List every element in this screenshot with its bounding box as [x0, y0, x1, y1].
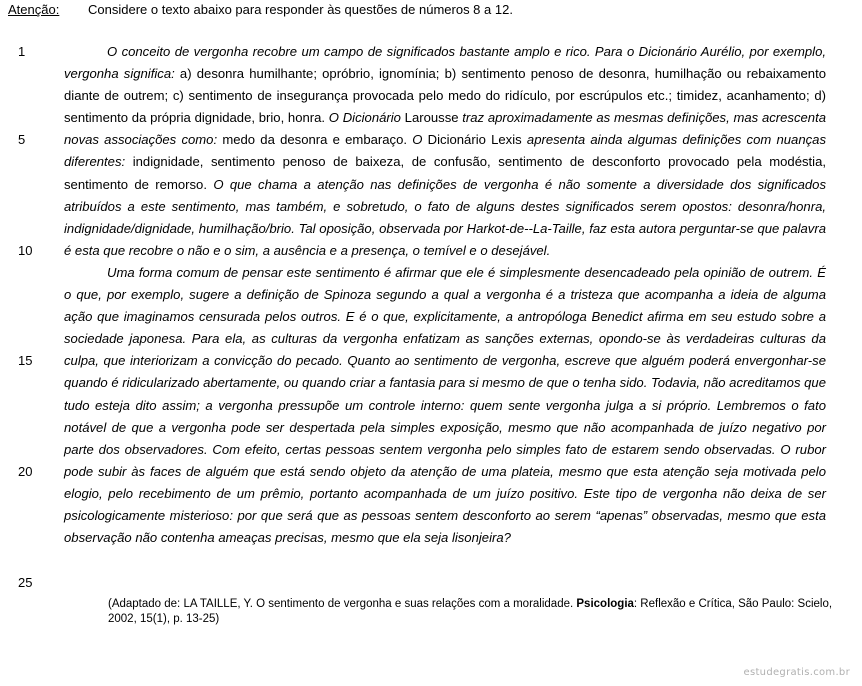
- line-number: 25: [18, 575, 33, 590]
- attention-label: Atenção:: [8, 2, 60, 17]
- text-run: indignidade, sentimento penoso de baixeza, de confusão, sentimento de desconforto provocado pela modéstia, sentimento de remorso.: [64, 154, 826, 192]
- text-run: O Dicionário: [328, 110, 401, 126]
- instruction-header: [8, 1, 513, 19]
- source-prefix: (Adaptado de: LA TAILLE, Y. O sentimento de vergonha e suas relações com a moralidade.: [108, 598, 577, 610]
- line-number: 10: [18, 243, 33, 258]
- line-number: 15: [18, 353, 33, 368]
- text-run: traz aproximadamente as mesmas definições, mas acrescenta novas associações como:: [64, 110, 826, 148]
- text-run: Dicionário Lexis: [422, 132, 527, 148]
- text-run: apresenta ainda algumas definições com nuanças diferentes:: [64, 132, 826, 170]
- text-run: Larousse: [400, 110, 463, 126]
- line-number: 20: [18, 464, 33, 479]
- text-run: a) desonra humilhante; opróbrio, ignomínia; b) sentimento penoso de desonra, humilhação ou rebaixamento diante de outrem; c) sentimento de insegurança provocada pelo medo do ridículo, por escrúpulos etc.; timidez, acanhamento; d) sentimento da própria dignidade, brio, honra.: [64, 66, 826, 126]
- source-citation: [108, 597, 834, 627]
- line-number: 1: [18, 44, 26, 59]
- text-run: O conceito de vergonha recobre um campo de significados bastante amplo e rico. Para o Dicionário Aurélio, por exemplo, vergonha significa:: [64, 44, 826, 82]
- line-number: 5: [18, 132, 26, 147]
- source-suffix: : Reflexão e Crítica, São Paulo: Scielo, 2002, 15(1), p. 13-25): [108, 598, 833, 625]
- text-run: O: [412, 132, 423, 148]
- paragraph: [64, 41, 826, 262]
- passage-text: [64, 41, 826, 549]
- text-run: Uma forma comum de pensar este sentimento é afirmar que ele é simplesmente desencadeado pela opinião de outrem. É o que, por exemplo, sugere a definição de Spinoza segundo a qual a vergonha é a tristeza que acompanha a ideia de alguma ação que imaginamos censurada pelos outros. E é o que, explicitamente, a antropóloga Benedict afirma em seu estudo sobre a sociedade japonesa. Para ela, as culturas da vergonha enfatizam as sanções externas, opondo-se às verdadeiras culturas da culpa, que interiorizam a convicção do pecado. Quanto ao sentimento de vergonha, escreve que alguém poderá envergonhar-se quando é ridicularizado abertamente, ou quando criar a fantasia para si mesmo de que o tenha sido. Todavia, não acreditamos que tudo esteja dito assim; a vergonha pressupõe um controle interno: quem sente vergonha julga a si próprio. Lembremos o fato notável de que a vergonha pode ser despertada pela simples exposição, mesmo que não acompanhada de juízo negativo por parte dos observadores. Com efeito, certas pessoas sentem vergonha pelo simples fato de estarem sendo observadas. O rubor pode subir às faces de alguém que está sendo objeto da atenção de uma plateia, mesmo que esta atenção seja motivada pelo elogio, pelo recebimento de um prêmio, portanto acompanhada de um juízo positivo. Este tipo de vergonha não deixa de ser psicologicamente misterioso: por que será que as pessoas sentem desconforto ao serem “apenas” observadas, mesmo que esta observação não contenha ameaças precisas, mesmo que ela seja lisonjeira?: [64, 264, 826, 546]
- paragraph: [64, 262, 826, 549]
- watermark: estudegratis.com.br: [743, 667, 850, 678]
- source-journal: Psicologia: [576, 598, 634, 610]
- instruction-text: Considere o texto abaixo para responder às questões de números 8 a 12.: [88, 2, 513, 17]
- text-run: medo da desonra e embaraço.: [217, 132, 413, 148]
- text-run: O que chama a atenção nas definições de vergonha é não somente a diversidade dos significados atribuídos a este sentimento, mas também, e sobretudo, o fato de alguns destes significados serem opostos: desonra/honra, indignidade/dignidade, humilhação/brio. Tal oposição, observada por Harkot-de--La-Taille, faz esta autora perguntar-se que palavra é esta que recobre o não e o sim, a ausência e a presença, o temível e o desejável.: [64, 176, 827, 258]
